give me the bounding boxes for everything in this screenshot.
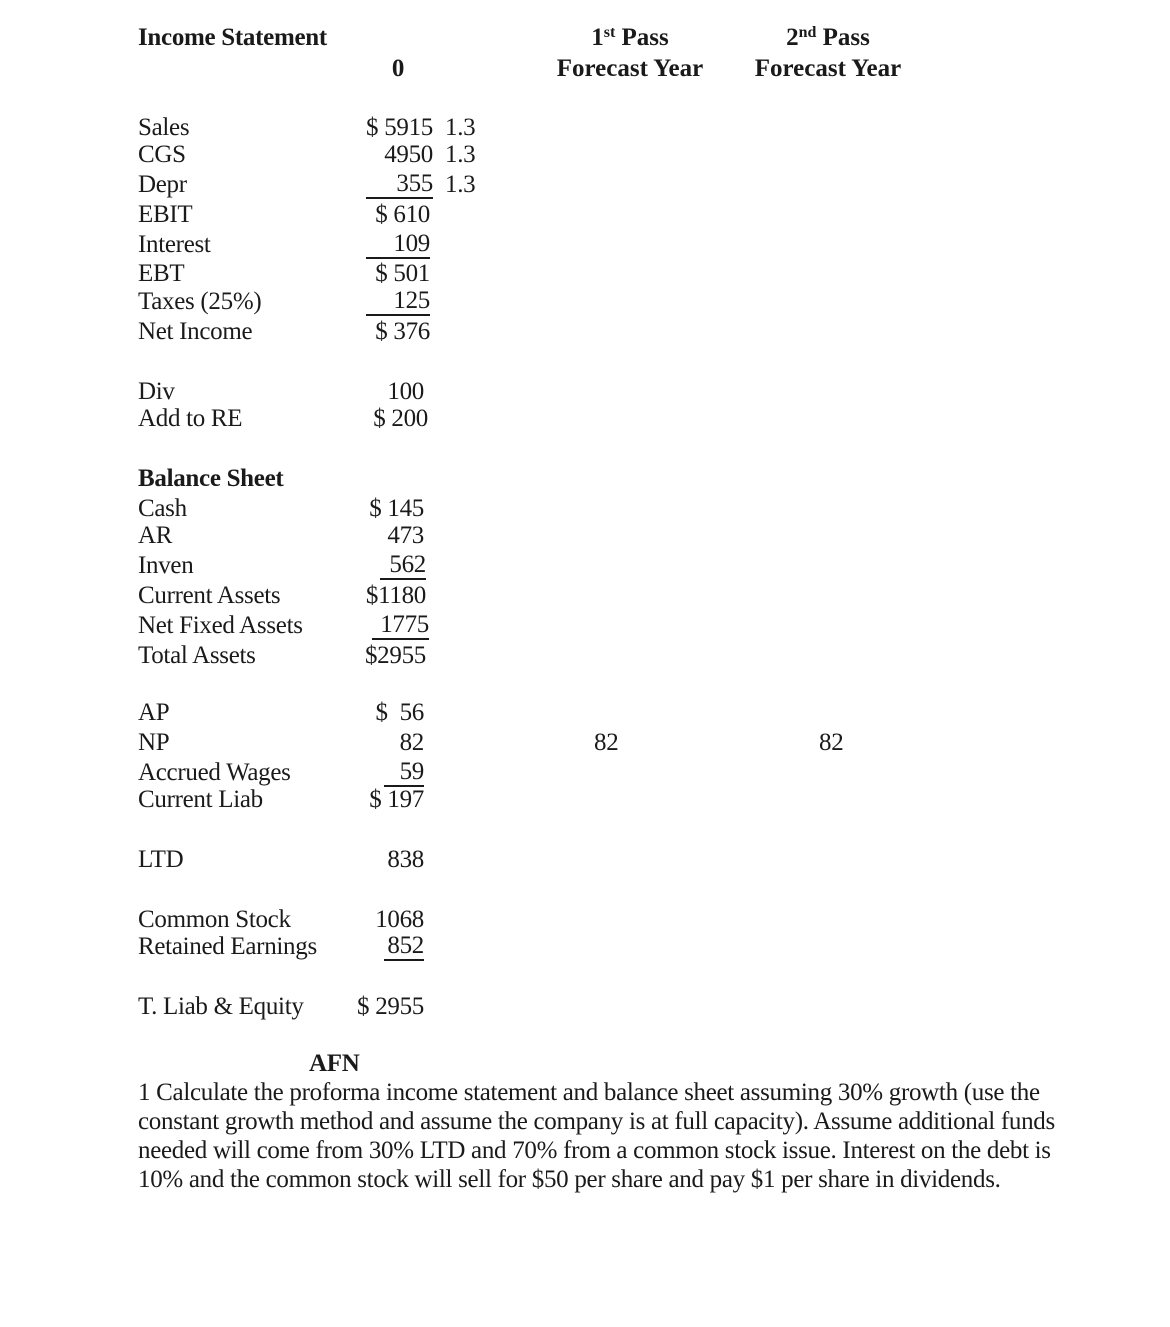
first-pass-header-line2: Forecast Year xyxy=(556,55,704,82)
row-value-ltd: 838 xyxy=(387,846,424,873)
np-first-pass-value: 82 xyxy=(594,729,619,756)
row-label-ap: AP xyxy=(138,699,170,726)
row-label-sales: Sales xyxy=(138,114,190,141)
row-value-taxes: 125 xyxy=(366,287,430,316)
year-0-header: 0 xyxy=(391,55,405,82)
row-label-depr: Depr xyxy=(138,171,187,198)
first-pass-header-line1: 1st Pass xyxy=(591,24,669,51)
row-value-interest: 109 xyxy=(366,230,430,259)
balance-sheet-title: Balance Sheet xyxy=(138,465,284,492)
row-value-common-stock: 1068 xyxy=(375,906,424,933)
row-value-cash: $ 145 xyxy=(369,495,424,522)
row-value-div: 100 xyxy=(387,378,424,405)
growth-factor-cgs: 1.3 xyxy=(445,141,476,168)
row-value-net-fixed-assets: 1775 xyxy=(372,611,429,640)
first-pass-header xyxy=(520,22,740,84)
second-pass-header-line2: Forecast Year xyxy=(754,55,902,82)
row-label-ar: AR xyxy=(138,522,173,549)
row-label-current-liab: Current Liab xyxy=(138,786,263,813)
row-value-net-income: $ 376 xyxy=(375,318,430,345)
row-value-accrued-wages: 59 xyxy=(384,758,424,787)
afn-heading: AFN xyxy=(309,1050,360,1077)
growth-factor-sales: 1.3 xyxy=(445,114,476,141)
row-label-np: NP xyxy=(138,729,170,756)
row-value-add-to-re: $ 200 xyxy=(373,405,428,432)
row-label-cgs: CGS xyxy=(138,141,186,168)
row-value-current-assets: $1180 xyxy=(365,582,426,609)
row-label-net-income: Net Income xyxy=(138,318,253,345)
row-label-taxes: Taxes (25%) xyxy=(138,288,262,315)
row-label-net-fixed-assets: Net Fixed Assets xyxy=(138,612,303,639)
row-value-ap: $ 56 xyxy=(375,699,424,726)
row-label-add-to-re: Add to RE xyxy=(138,405,243,432)
row-value-total-assets: $2955 xyxy=(364,642,426,669)
row-label-div: Div xyxy=(138,378,175,405)
growth-factor-depr: 1.3 xyxy=(445,171,476,198)
row-label-ebt: EBT xyxy=(138,260,185,287)
row-value-sales: $ 5915 xyxy=(366,114,433,141)
row-value-ebt: $ 501 xyxy=(375,260,430,287)
row-value-cgs: 4950 xyxy=(384,141,433,168)
row-label-accrued-wages: Accrued Wages xyxy=(138,759,291,786)
row-label-cash: Cash xyxy=(138,495,187,522)
row-value-current-liab: $ 197 xyxy=(369,786,424,813)
row-label-common-stock: Common Stock xyxy=(138,906,291,933)
row-value-depr: 355 xyxy=(366,170,433,199)
row-value-ar: 473 xyxy=(387,522,424,549)
second-pass-header xyxy=(718,22,938,84)
row-label-current-assets: Current Assets xyxy=(138,582,281,609)
row-label-inven: Inven xyxy=(138,552,194,579)
np-second-pass-value: 82 xyxy=(819,729,844,756)
row-value-inven: 562 xyxy=(380,551,426,580)
row-label-ebit: EBIT xyxy=(138,201,193,228)
row-value-ebit: $ 610 xyxy=(375,201,430,228)
row-label-total-assets: Total Assets xyxy=(138,642,256,669)
row-value-retained-earnings: 852 xyxy=(384,932,424,961)
income-statement-title: Income Statement xyxy=(138,24,327,51)
row-value-np: 82 xyxy=(399,729,424,756)
row-label-retained-earnings: Retained Earnings xyxy=(138,933,317,960)
row-label-interest: Interest xyxy=(138,231,211,258)
row-label-total-liab-equity: T. Liab & Equity xyxy=(138,993,304,1020)
row-value-total-liab-equity: $ 2955 xyxy=(357,993,424,1020)
second-pass-header-line1: 2nd Pass xyxy=(786,24,870,51)
row-label-ltd: LTD xyxy=(138,846,184,873)
afn-question-text: 1 Calculate the proforma income statement and balance sheet assuming 30% growth (use the constant growth method and assume the company is at full capacity). Assume additional funds needed will come from 30% LTD and 70% from a common stock issue. Interest on the debt is 10% and the common stock will sell for $50 per share and pay $1 per share in dividends. xyxy=(138,1079,1055,1193)
